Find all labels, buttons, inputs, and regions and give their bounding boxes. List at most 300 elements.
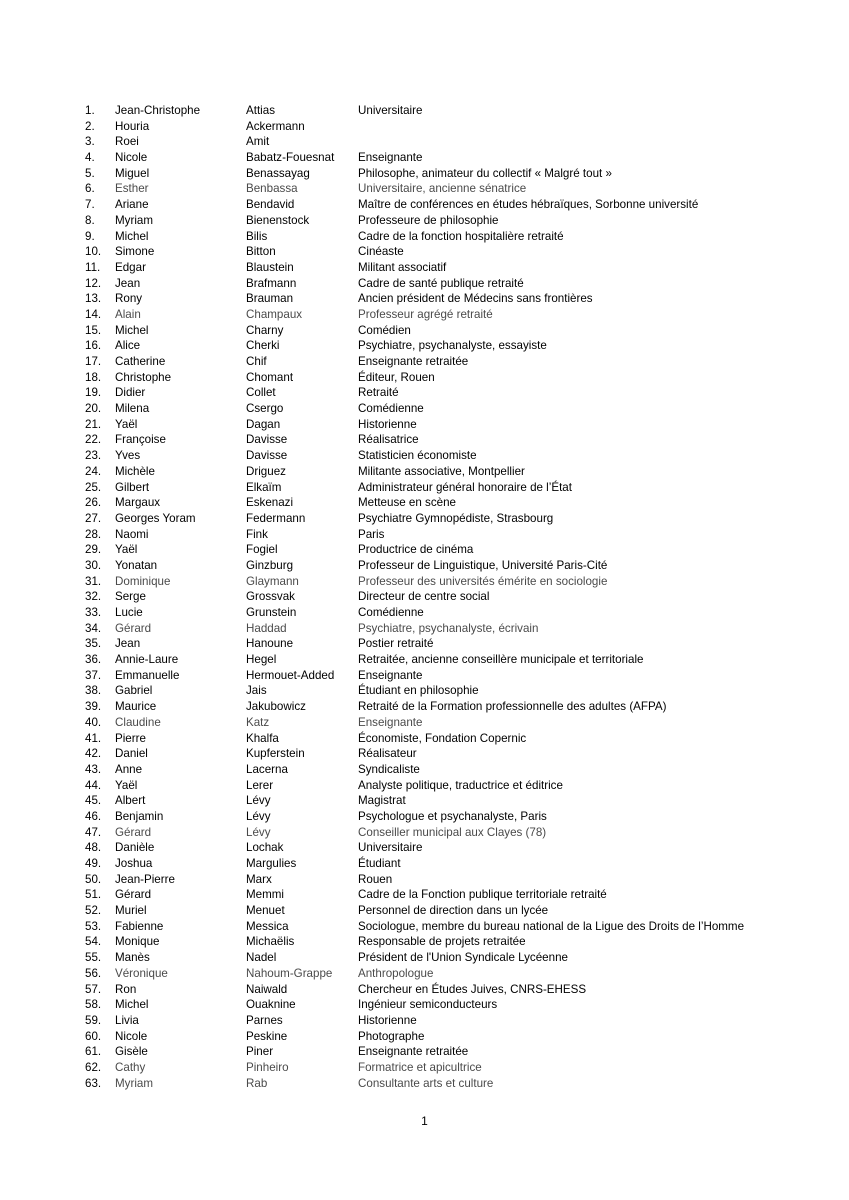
first-name: Michel <box>115 998 149 1012</box>
first-name: Roei <box>115 135 139 149</box>
description: Cinéaste <box>358 245 404 259</box>
description: Militante associative, Montpellier <box>358 464 525 478</box>
list-item <box>85 840 825 856</box>
list-item <box>85 370 825 386</box>
list-item <box>85 762 825 778</box>
list-item <box>85 1060 825 1076</box>
item-number: 48. <box>85 841 102 855</box>
last-name: Chomant <box>246 370 294 384</box>
last-name: Grunstein <box>246 606 297 619</box>
list-item <box>85 323 825 339</box>
last-name: Hanoune <box>246 637 294 651</box>
last-name: Naiwald <box>246 982 288 996</box>
list-item <box>85 166 825 182</box>
first-name: Catherine <box>115 355 166 368</box>
item-number: 52. <box>85 904 102 918</box>
first-name: Lucie <box>115 606 143 619</box>
first-name: Gisèle <box>115 1045 148 1059</box>
item-number: 62. <box>85 1060 102 1074</box>
item-number: 59. <box>85 1013 102 1027</box>
description: Enseignante <box>358 668 423 682</box>
item-number: 18. <box>85 370 102 384</box>
item-number: 49. <box>85 857 102 870</box>
item-number: 2. <box>85 119 95 133</box>
item-number: 16. <box>85 339 102 353</box>
first-name: Jean-Christophe <box>115 104 201 117</box>
last-name: Hermouet-Added <box>246 668 335 682</box>
last-name: Menuet <box>246 904 285 918</box>
description: Enseignante retraitée <box>358 1045 469 1059</box>
first-name: Gérard <box>115 825 152 839</box>
list-item <box>85 731 825 747</box>
description: Psychiatre, psychanalyste, écrivain <box>358 621 539 635</box>
description: Psychiatre Gymnopédiste, Strasbourg <box>358 511 554 525</box>
last-name: Nadel <box>246 951 277 965</box>
list-item <box>85 825 825 841</box>
list-item <box>85 417 825 433</box>
description: Professeur de Linguistique, Université Paris-Cité <box>358 558 608 572</box>
item-number: 15. <box>85 323 102 337</box>
signatory-list <box>85 103 825 1091</box>
description: Militant associatif <box>358 260 447 274</box>
last-name: Memmi <box>246 888 284 902</box>
description: Rouen <box>358 872 393 886</box>
last-name: Jais <box>246 684 267 698</box>
list-item <box>85 307 825 323</box>
description: Postier retraité <box>358 637 434 651</box>
last-name: Peskine <box>246 1029 288 1043</box>
last-name: Parnes <box>246 1013 283 1027</box>
description: Cadre de santé publique retraité <box>358 276 524 290</box>
item-number: 7. <box>85 198 95 212</box>
last-name: Collet <box>246 386 276 400</box>
list-item <box>85 558 825 574</box>
first-name: Emmanuelle <box>115 668 180 682</box>
first-name: Danièle <box>115 841 155 855</box>
list-item <box>85 181 825 197</box>
list-item <box>85 668 825 684</box>
first-name: Fabienne <box>115 919 164 933</box>
description: Ancien président de Médecins sans frontières <box>358 292 593 306</box>
first-name: Monique <box>115 935 160 949</box>
item-number: 30. <box>85 558 102 572</box>
description: Syndicaliste <box>358 762 420 776</box>
description: Enseignante <box>358 151 423 165</box>
list-item <box>85 574 825 590</box>
description: Étudiant en philosophie <box>358 684 479 698</box>
list-item <box>85 1044 825 1060</box>
item-number: 40. <box>85 715 102 729</box>
first-name: Yonatan <box>115 558 158 572</box>
description: Consultante arts et culture <box>358 1076 494 1090</box>
description: Statisticien économiste <box>358 449 477 463</box>
first-name: Miguel <box>115 166 150 180</box>
last-name: Lévy <box>246 809 271 823</box>
list-item <box>85 872 825 888</box>
description: Enseignante <box>358 715 423 729</box>
last-name: Ackermann <box>246 119 305 133</box>
list-item <box>85 448 825 464</box>
first-name: Joshua <box>115 857 153 870</box>
last-name: Cherki <box>246 339 280 353</box>
list-item <box>85 495 825 511</box>
description: Cadre de la fonction hospitalière retraité <box>358 229 564 243</box>
list-item <box>85 997 825 1013</box>
last-name: Chif <box>246 355 267 368</box>
list-item <box>85 229 825 245</box>
description: Universitaire, ancienne sénatrice <box>358 182 527 196</box>
description: Philosophe, animateur du collectif « Malgré tout » <box>358 166 612 180</box>
description: Professeur agrégé retraité <box>358 307 493 321</box>
item-number: 21. <box>85 417 102 431</box>
list-item <box>85 715 825 731</box>
last-name: Glaymann <box>246 574 299 588</box>
description: Économiste, Fondation Copernic <box>358 731 527 745</box>
description: Retraité <box>358 386 399 400</box>
list-item <box>85 652 825 668</box>
last-name: Michaëlis <box>246 935 295 949</box>
last-name: Blaustein <box>246 260 294 274</box>
last-name: Lévy <box>246 825 271 839</box>
item-number: 61. <box>85 1045 102 1059</box>
first-name: Dominique <box>115 574 171 588</box>
last-name: Fink <box>246 527 268 541</box>
item-number: 43. <box>85 762 102 776</box>
description: Psychiatre, psychanalyste, essayiste <box>358 339 547 353</box>
first-name: Didier <box>115 386 146 400</box>
description: Président de l'Union Syndicale Lycéenne <box>358 951 568 965</box>
last-name: Charny <box>246 323 284 337</box>
last-name: Jakubowicz <box>246 700 306 714</box>
last-name: Piner <box>246 1045 274 1059</box>
last-name: Marx <box>246 872 272 886</box>
first-name: Michel <box>115 229 149 243</box>
first-name: Jean <box>115 637 141 651</box>
list-item <box>85 511 825 527</box>
first-name: Margaux <box>115 496 161 510</box>
description: Responsable de projets retraitée <box>358 935 526 949</box>
list-item <box>85 636 825 652</box>
list-item <box>85 1029 825 1045</box>
item-number: 55. <box>85 951 102 965</box>
description: Étudiant <box>358 857 401 870</box>
last-name: Dagan <box>246 417 281 431</box>
item-number: 57. <box>85 982 102 996</box>
item-number: 25. <box>85 480 102 494</box>
last-name: Ouaknine <box>246 998 296 1012</box>
description: Metteuse en scène <box>358 496 456 510</box>
list-item <box>85 401 825 417</box>
list-item <box>85 276 825 292</box>
item-number: 50. <box>85 872 102 886</box>
item-number: 19. <box>85 386 102 400</box>
description: Historienne <box>358 417 417 431</box>
first-name: Alice <box>115 339 141 353</box>
item-number: 10. <box>85 245 102 259</box>
list-item <box>85 887 825 903</box>
list-item <box>85 527 825 543</box>
last-name: Bitton <box>246 245 276 259</box>
description: Paris <box>358 527 385 541</box>
list-item <box>85 464 825 480</box>
last-name: Pinheiro <box>246 1060 289 1074</box>
description: Enseignante retraitée <box>358 355 469 368</box>
description: Psychologue et psychanalyste, Paris <box>358 809 547 823</box>
first-name: Gérard <box>115 621 152 635</box>
description: Réalisatrice <box>358 433 419 447</box>
list-item <box>85 213 825 229</box>
list-item <box>85 385 825 401</box>
first-name: Nicole <box>115 151 148 165</box>
item-number: 46. <box>85 809 102 823</box>
description: Comédienne <box>358 606 424 619</box>
list-item <box>85 103 825 119</box>
first-name: Benjamin <box>115 809 164 823</box>
first-name: Pierre <box>115 731 146 745</box>
list-item <box>85 432 825 448</box>
first-name: Jean <box>115 276 141 290</box>
list-item <box>85 950 825 966</box>
description: Éditeur, Rouen <box>358 370 435 384</box>
last-name: Margulies <box>246 857 297 870</box>
list-item <box>85 589 825 605</box>
description: Chercheur en Études Juives, CNRS-EHESS <box>358 982 587 996</box>
last-name: Benbassa <box>246 182 298 196</box>
item-number: 20. <box>85 402 102 416</box>
list-item <box>85 982 825 998</box>
item-number: 42. <box>85 747 102 761</box>
item-number: 53. <box>85 919 102 933</box>
item-number: 45. <box>85 794 102 808</box>
list-item <box>85 605 825 621</box>
first-name: Michel <box>115 323 149 337</box>
item-number: 34. <box>85 621 102 635</box>
last-name: Bendavid <box>246 198 295 212</box>
first-name: Rony <box>115 292 143 306</box>
item-number: 6. <box>85 182 95 196</box>
item-number: 60. <box>85 1029 102 1043</box>
description: Directeur de centre social <box>358 590 490 604</box>
first-name: Serge <box>115 590 146 604</box>
item-number: 4. <box>85 151 95 165</box>
first-name: Simone <box>115 245 155 259</box>
last-name: Ginzburg <box>246 558 294 572</box>
first-name: Françoise <box>115 433 166 447</box>
first-name: Ron <box>115 982 137 996</box>
description: Productrice de cinéma <box>358 543 474 557</box>
item-number: 31. <box>85 574 102 588</box>
list-item <box>85 934 825 950</box>
last-name: Rab <box>246 1076 268 1090</box>
list-item <box>85 903 825 919</box>
first-name: Gabriel <box>115 684 153 698</box>
description: Universitaire <box>358 841 423 855</box>
first-name: Maurice <box>115 700 157 714</box>
list-item <box>85 338 825 354</box>
item-number: 24. <box>85 464 102 478</box>
description: Sociologue, membre du bureau national de la Ligue des Droits de l’Homme <box>358 919 745 933</box>
list-item <box>85 244 825 260</box>
last-name: Lochak <box>246 841 284 855</box>
first-name: Georges Yoram <box>115 511 196 525</box>
item-number: 26. <box>85 496 102 510</box>
list-item <box>85 1013 825 1029</box>
list-item <box>85 119 825 135</box>
list-item <box>85 542 825 558</box>
item-number: 3. <box>85 135 95 149</box>
item-number: 54. <box>85 935 102 949</box>
last-name: Grossvak <box>246 590 295 604</box>
description: Maître de conférences en études hébraïques, Sorbonne université <box>358 198 699 212</box>
item-number: 27. <box>85 511 102 525</box>
first-name: Gérard <box>115 888 152 902</box>
first-name: Myriam <box>115 1076 153 1090</box>
item-number: 33. <box>85 606 102 619</box>
list-item <box>85 966 825 982</box>
item-number: 5. <box>85 166 95 180</box>
item-number: 58. <box>85 998 102 1012</box>
first-name: Daniel <box>115 747 148 761</box>
first-name: Ariane <box>115 198 149 212</box>
list-item <box>85 809 825 825</box>
item-number: 29. <box>85 543 102 557</box>
last-name: Hegel <box>246 653 277 667</box>
last-name: Bilis <box>246 229 268 243</box>
item-number: 56. <box>85 966 102 980</box>
first-name: Christophe <box>115 370 172 384</box>
list-item <box>85 134 825 150</box>
description: Comédien <box>358 323 411 337</box>
item-number: 36. <box>85 653 102 667</box>
item-number: 44. <box>85 778 102 792</box>
list-item <box>85 856 825 872</box>
description: Ingénieur semiconducteurs <box>358 998 498 1012</box>
last-name: Brauman <box>246 292 294 306</box>
item-number: 38. <box>85 684 102 698</box>
last-name: Khalfa <box>246 731 279 745</box>
description: Comédienne <box>358 402 424 416</box>
list-item <box>85 150 825 166</box>
last-name: Driguez <box>246 464 286 478</box>
list-item <box>85 354 825 370</box>
description: Conseiller municipal aux Clayes (78) <box>358 825 547 839</box>
description: Formatrice et apicultrice <box>358 1060 482 1074</box>
last-name: Attias <box>246 104 275 117</box>
first-name: Nicole <box>115 1029 148 1043</box>
first-name: Muriel <box>115 904 147 918</box>
first-name: Milena <box>115 402 150 416</box>
description: Anthropologue <box>358 966 434 980</box>
first-name: Esther <box>115 182 149 196</box>
description: Photographe <box>358 1029 425 1043</box>
first-name: Myriam <box>115 213 153 227</box>
first-name: Yaël <box>115 778 138 792</box>
first-name: Claudine <box>115 715 161 729</box>
item-number: 11. <box>85 260 101 274</box>
item-number: 12. <box>85 276 102 290</box>
first-name: Yaël <box>115 543 138 557</box>
item-number: 23. <box>85 449 102 463</box>
first-name: Michèle <box>115 464 155 478</box>
last-name: Fogiel <box>246 543 278 557</box>
item-number: 39. <box>85 700 102 714</box>
last-name: Elkaïm <box>246 480 282 494</box>
item-number: 32. <box>85 590 102 604</box>
description: Historienne <box>358 1013 417 1027</box>
last-name: Nahoum-Grappe <box>246 966 333 980</box>
page-number: 1 <box>421 1114 428 1128</box>
first-name: Yves <box>115 449 141 463</box>
item-number: 1. <box>85 104 95 117</box>
last-name: Eskenazi <box>246 496 294 510</box>
first-name: Alain <box>115 307 141 321</box>
description: Magistrat <box>358 794 406 808</box>
list-item <box>85 746 825 762</box>
description: Cadre de la Fonction publique territoriale retraité <box>358 888 607 902</box>
first-name: Edgar <box>115 260 146 274</box>
item-number: 51. <box>85 888 102 902</box>
item-number: 14. <box>85 307 102 321</box>
description: Personnel de direction dans un lycée <box>358 904 549 918</box>
last-name: Messica <box>246 919 289 933</box>
first-name: Véronique <box>115 966 168 980</box>
last-name: Lerer <box>246 778 274 792</box>
list-item <box>85 197 825 213</box>
first-name: Albert <box>115 794 146 808</box>
last-name: Davisse <box>246 433 288 447</box>
first-name: Jean-Pierre <box>115 872 175 886</box>
last-name: Benassayag <box>246 166 310 180</box>
last-name: Champaux <box>246 307 303 321</box>
item-number: 35. <box>85 637 102 651</box>
list-item <box>85 291 825 307</box>
item-number: 47. <box>85 825 102 839</box>
last-name: Csergo <box>246 402 284 416</box>
first-name: Livia <box>115 1013 139 1027</box>
last-name: Babatz-Fouesnat <box>246 151 335 165</box>
item-number: 8. <box>85 213 95 227</box>
item-number: 17. <box>85 355 102 368</box>
description: Professeure de philosophie <box>358 213 499 227</box>
item-number: 9. <box>85 229 95 243</box>
list-item <box>85 1076 825 1092</box>
first-name: Houria <box>115 119 150 133</box>
first-name: Cathy <box>115 1060 146 1074</box>
last-name: Katz <box>246 715 270 729</box>
item-number: 41. <box>85 731 102 745</box>
first-name: Naomi <box>115 527 149 541</box>
description: Réalisateur <box>358 747 417 761</box>
last-name: Bienenstock <box>246 213 310 227</box>
description: Administrateur général honoraire de l’État <box>358 480 572 494</box>
last-name: Haddad <box>246 621 287 635</box>
description: Professeur des universités émérite en sociologie <box>358 574 608 588</box>
last-name: Brafmann <box>246 276 297 290</box>
item-number: 63. <box>85 1076 102 1090</box>
last-name: Kupferstein <box>246 747 305 761</box>
list-item <box>85 919 825 935</box>
first-name: Annie-Laure <box>115 653 179 667</box>
first-name: Anne <box>115 762 143 776</box>
description: Analyste politique, traductrice et éditrice <box>358 778 563 792</box>
first-name: Yaël <box>115 417 138 431</box>
list-item <box>85 260 825 276</box>
item-number: 28. <box>85 527 102 541</box>
description: Universitaire <box>358 104 423 117</box>
last-name: Davisse <box>246 449 288 463</box>
last-name: Federmann <box>246 511 306 525</box>
last-name: Lévy <box>246 794 271 808</box>
